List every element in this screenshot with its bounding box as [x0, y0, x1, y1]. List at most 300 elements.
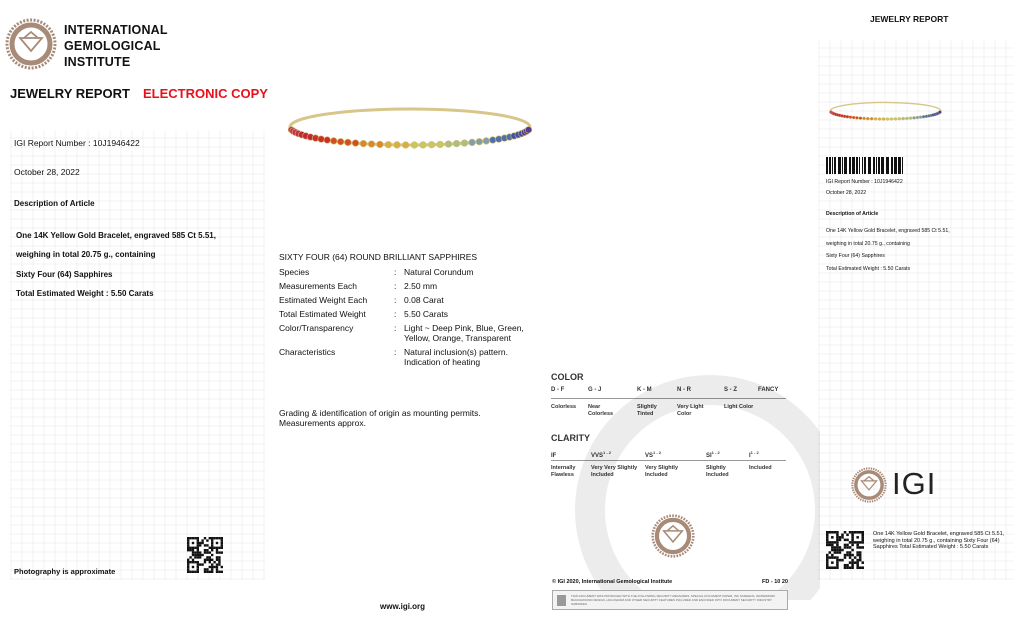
- qr-module: [851, 536, 854, 539]
- qr-module: [854, 531, 857, 534]
- qr-module: [826, 531, 829, 534]
- qr-module: [851, 544, 854, 547]
- qr-module: [218, 571, 220, 573]
- qr-module: [861, 566, 864, 569]
- detail-row: [279, 323, 539, 347]
- qr-module: [187, 561, 189, 563]
- qr-module: [839, 539, 842, 542]
- copyright: © IGI 2020, International Gemological Institute: [552, 579, 673, 585]
- sapphire-stone: [437, 141, 444, 148]
- qr-module: [197, 566, 199, 568]
- color-description: Light Color: [724, 404, 754, 410]
- sapphire-stone: [874, 117, 877, 120]
- qr-module: [216, 563, 218, 565]
- qr-module: [846, 534, 849, 537]
- qr-module: [216, 549, 218, 551]
- sapphire-stone: [469, 139, 476, 146]
- qr-module: [187, 539, 189, 541]
- qr-module: [194, 551, 196, 553]
- qr-module: [831, 541, 834, 544]
- qr-module: [849, 566, 852, 569]
- qr-module: [216, 566, 218, 568]
- qr-module: [851, 531, 854, 534]
- sapphire-stone: [483, 138, 490, 145]
- photography-note: Photography is approximate: [14, 567, 116, 576]
- qr-module: [829, 556, 832, 559]
- electronic-copy-label: ELECTRONIC COPY: [143, 86, 268, 101]
- qr-module: [211, 549, 213, 551]
- qr-module: [846, 554, 849, 557]
- qr-module: [209, 556, 211, 558]
- qr-module: [831, 531, 834, 534]
- qr-module: [844, 564, 847, 567]
- org-name-line: INTERNATIONAL: [64, 23, 168, 37]
- qr-module: [218, 563, 220, 565]
- qr-module: [836, 551, 839, 554]
- report-type: JEWELRY REPORT: [10, 86, 130, 101]
- qr-module: [213, 566, 215, 568]
- qr-module: [221, 539, 223, 541]
- qr-module: [859, 541, 862, 544]
- description-heading: Description of Article: [14, 199, 95, 208]
- qr-module: [192, 566, 194, 568]
- qr-module: [826, 534, 829, 537]
- qr-module: [851, 534, 854, 537]
- qr-module: [826, 539, 829, 542]
- detail-value: Natural Corundum: [404, 267, 474, 277]
- color-description: Very Light Color: [677, 404, 704, 417]
- qr-module: [846, 566, 849, 569]
- qr-module: [846, 544, 849, 547]
- igi-seal-small: [851, 467, 887, 503]
- qr-module: [206, 559, 208, 561]
- qr-module: [204, 551, 206, 553]
- color-grade: D - F: [551, 387, 565, 393]
- qr-module: [187, 563, 189, 565]
- qr-module: [856, 551, 859, 554]
- qr-module: [844, 554, 847, 557]
- sapphire-stone: [385, 141, 392, 148]
- qr-module: [829, 541, 832, 544]
- qr-module: [221, 551, 223, 553]
- right-description-line: Total Estimated Weight : 5.50 Carats: [826, 265, 911, 272]
- sapphire-stone: [476, 138, 483, 145]
- qr-module: [192, 571, 194, 573]
- qr-module: [209, 566, 211, 568]
- right-description-line: Sixty Four (64) Sapphires: [826, 253, 885, 259]
- qr-module: [831, 546, 834, 549]
- detail-label: Characteristics: [279, 347, 336, 357]
- qr-module: [216, 559, 218, 561]
- qr-module: [194, 554, 196, 556]
- description-line: weighing in total 20.75 g., containing: [16, 250, 156, 260]
- qr-module: [849, 531, 852, 534]
- sapphire-stone: [402, 142, 409, 149]
- barcode-bar: [832, 157, 833, 174]
- qr-module: [849, 556, 852, 559]
- report-number: IGI Report Number : 10J1946422: [14, 138, 140, 148]
- security-box: [552, 590, 788, 610]
- qr-module: [197, 549, 199, 551]
- sapphire-stone: [489, 137, 496, 144]
- qr-module: [861, 561, 864, 564]
- qr-module: [861, 534, 864, 537]
- sapphire-stone: [882, 118, 885, 121]
- qr-module: [836, 546, 839, 549]
- qr-module: [831, 556, 834, 559]
- qr-module: [856, 546, 859, 549]
- qr-module: [826, 536, 829, 539]
- qr-module: [211, 554, 213, 556]
- barcode: [826, 157, 904, 174]
- qr-module: [836, 541, 839, 544]
- qr-module: [221, 571, 223, 573]
- qr-module: [856, 561, 859, 564]
- qr-module: [221, 547, 223, 549]
- detail-value: 0.08 Carat: [404, 295, 444, 305]
- qr-module: [197, 571, 199, 573]
- clarity-description: Very Slightly Included: [645, 465, 679, 478]
- qr-module: [211, 542, 213, 544]
- qr-module: [834, 531, 837, 534]
- qr-module: [856, 554, 859, 557]
- qr-module: [206, 549, 208, 551]
- detail-colon: :: [394, 281, 397, 291]
- qr-module: [189, 537, 191, 539]
- qr-module: [206, 539, 208, 541]
- qr-module: [211, 547, 213, 549]
- qr-module: [199, 542, 201, 544]
- qr-module: [189, 549, 191, 551]
- qr-module: [859, 559, 862, 562]
- qr-module: [831, 561, 834, 564]
- qr-module: [834, 546, 837, 549]
- sapphire-stone: [905, 117, 908, 120]
- sapphire-stone: [870, 117, 873, 120]
- qr-module: [201, 539, 203, 541]
- qr-module: [197, 537, 199, 539]
- qr-module: [839, 546, 842, 549]
- barcode-bar: [844, 157, 847, 174]
- qr-module: [851, 539, 854, 542]
- qr-module: [204, 549, 206, 551]
- qr-module: [197, 554, 199, 556]
- qr-module: [192, 559, 194, 561]
- qr-module: [851, 564, 854, 567]
- grading-note: Grading & identification of origin as mounting permits. Measurements approx.: [279, 408, 481, 428]
- qr-module: [834, 549, 837, 552]
- sapphire-stone: [849, 116, 852, 119]
- watermark-seal: [560, 360, 820, 600]
- qr-module: [221, 537, 223, 539]
- right-report-date: October 28, 2022: [826, 190, 867, 196]
- qr-module: [834, 556, 837, 559]
- qr-module: [846, 546, 849, 549]
- qr-module: [211, 544, 213, 546]
- sapphire-stone: [377, 141, 384, 148]
- clarity-scale-title: CLARITY: [551, 433, 590, 443]
- detail-value: 2.50 mm: [404, 281, 438, 291]
- bracelet-thumbnail: [828, 96, 943, 126]
- qr-module: [856, 531, 859, 534]
- qr-module: [826, 564, 829, 567]
- qr-module: [854, 556, 857, 559]
- qr-module: [189, 571, 191, 573]
- sapphire-stone: [461, 140, 468, 147]
- right-description-line: One 14K Yellow Gold Bracelet, engraved 585 Ct 5.51,: [826, 228, 950, 234]
- qr-module: [206, 556, 208, 558]
- detail-row: [279, 347, 539, 371]
- qr-module: [839, 551, 842, 554]
- color-description: Near Colorless: [588, 404, 614, 417]
- barcode-bar: [859, 157, 860, 174]
- qr-module: [197, 547, 199, 549]
- qr-module: [854, 561, 857, 564]
- color-description: Slightly Tinted: [637, 404, 657, 417]
- qr-module: [856, 536, 859, 539]
- barcode-bar: [842, 157, 843, 174]
- detail-label: Measurements Each: [279, 281, 357, 291]
- barcode-bar: [891, 157, 893, 174]
- igi-seal-stamp: [651, 514, 695, 558]
- detail-row: [279, 295, 539, 309]
- sapphire-stone: [394, 142, 401, 149]
- qr-module: [831, 549, 834, 552]
- sapphire-stone: [428, 141, 435, 148]
- detail-value: Light ~ Deep Pink, Blue, Green, Yellow, Orange, Transparent: [404, 323, 524, 343]
- qr-module: [841, 559, 844, 562]
- sapphire-stone: [337, 138, 344, 145]
- barcode-bar: [902, 157, 903, 174]
- clarity-grade-label: SI: [706, 453, 712, 459]
- bracelet-photo: [285, 95, 535, 160]
- qr-module: [216, 551, 218, 553]
- barcode-bar: [834, 157, 836, 174]
- sapphire-stone: [360, 140, 367, 147]
- qr-module: [861, 546, 864, 549]
- qr-module: [849, 546, 852, 549]
- qr-module: [841, 534, 844, 537]
- qr-module: [851, 561, 854, 564]
- qr-module: [836, 561, 839, 564]
- barcode-bar: [862, 157, 863, 174]
- sapphire-stone: [843, 115, 846, 118]
- qr-module: [829, 544, 832, 547]
- qr-module: [199, 563, 201, 565]
- clarity-grade-label: VS: [645, 453, 654, 459]
- qr-module: [851, 549, 854, 552]
- qr-module: [194, 556, 196, 558]
- qr-module: [211, 568, 213, 570]
- detail-value: Natural inclusion(s) pattern. Indication of heating: [404, 347, 508, 367]
- website: www.igi.org: [380, 602, 426, 611]
- sapphire-stone: [909, 117, 912, 120]
- qr-module: [836, 536, 839, 539]
- clarity-grade-label: IF: [551, 453, 557, 459]
- qr-module: [197, 568, 199, 570]
- right-qr-code: [826, 531, 864, 569]
- barcode-bar: [894, 157, 897, 174]
- qr-module: [856, 544, 859, 547]
- barcode-bar: [864, 157, 866, 174]
- qr-module: [836, 544, 839, 547]
- qr-module: [213, 537, 215, 539]
- qr-module: [187, 542, 189, 544]
- qr-module: [839, 559, 842, 562]
- qr-module: [204, 568, 206, 570]
- sapphire-stone: [411, 142, 418, 149]
- barcode-bar: [852, 157, 855, 174]
- qr-module: [209, 571, 211, 573]
- qr-module: [204, 559, 206, 561]
- qr-module: [187, 549, 189, 551]
- qr-module: [187, 544, 189, 546]
- qr-module: [187, 547, 189, 549]
- detail-value: 5.50 Carats: [404, 309, 448, 319]
- qr-module: [834, 566, 837, 569]
- barcode-bar: [898, 157, 901, 174]
- qr-module: [826, 561, 829, 564]
- qr-module: [206, 571, 208, 573]
- qr-module: [211, 571, 213, 573]
- sapphire-stone: [445, 141, 452, 148]
- qr-module: [836, 549, 839, 552]
- barcode-bar: [876, 157, 877, 174]
- detail-colon: :: [394, 323, 397, 333]
- sapphire-stone: [855, 116, 858, 119]
- clarity-description: Included: [749, 465, 772, 471]
- qr-module: [209, 537, 211, 539]
- right-report-type: JEWELRY REPORT: [870, 14, 949, 24]
- qr-module: [218, 537, 220, 539]
- qr-module: [218, 561, 220, 563]
- qr-module: [216, 542, 218, 544]
- org-name-line: INSTITUTE: [64, 55, 131, 69]
- clarity-grade-range: 1 - 2: [653, 450, 662, 455]
- barcode-bar: [826, 157, 828, 174]
- qr-module: [199, 554, 201, 556]
- qr-module: [859, 566, 862, 569]
- qr-module: [216, 547, 218, 549]
- qr-module: [204, 561, 206, 563]
- qr-module: [189, 547, 191, 549]
- qr-module: [199, 544, 201, 546]
- qr-module: [192, 537, 194, 539]
- qr-module: [221, 566, 223, 568]
- form-code: FD - 10 20: [762, 579, 788, 585]
- details-heading: SIXTY FOUR (64) ROUND BRILLIANT SAPPHIRES: [279, 252, 478, 262]
- qr-module: [839, 549, 842, 552]
- barcode-bar: [856, 157, 858, 174]
- qr-module: [197, 551, 199, 553]
- barcode-bar: [838, 157, 841, 174]
- sapphire-stone: [846, 115, 849, 118]
- description-line: Sixty Four (64) Sapphires: [16, 269, 113, 279]
- report-date: October 28, 2022: [14, 167, 80, 177]
- description-line: One 14K Yellow Gold Bracelet, engraved 585 Ct 5.51,: [16, 231, 216, 240]
- description-line: Total Estimated Weight : 5.50 Carats: [16, 288, 154, 298]
- barcode-bar: [873, 157, 875, 174]
- qr-module: [187, 566, 189, 568]
- detail-colon: :: [394, 309, 397, 319]
- qr-module: [851, 554, 854, 557]
- qr-module: [831, 566, 834, 569]
- qr-module: [216, 568, 218, 570]
- sapphire-stone: [525, 127, 532, 134]
- qr-module: [836, 539, 839, 542]
- qr-module: [839, 536, 842, 539]
- qr-module: [197, 563, 199, 565]
- qr-module: [211, 566, 213, 568]
- barcode-bar: [878, 157, 880, 174]
- qr-module: [856, 564, 859, 567]
- qr-module: [861, 531, 864, 534]
- qr-module: [216, 537, 218, 539]
- qr-module: [841, 549, 844, 552]
- qr-module: [201, 563, 203, 565]
- qr-module: [826, 559, 829, 562]
- qr-module: [194, 537, 196, 539]
- qr-module: [826, 541, 829, 544]
- sapphire-stone: [886, 118, 889, 121]
- qr-module: [834, 551, 837, 554]
- sapphire-stone: [916, 116, 919, 119]
- color-scale-title: COLOR: [551, 372, 584, 382]
- barcode-bar: [881, 157, 884, 174]
- qr-module: [192, 542, 194, 544]
- qr-module: [859, 546, 862, 549]
- sapphire-stone: [913, 116, 916, 119]
- qr-module: [844, 566, 847, 569]
- qr-module: [192, 549, 194, 551]
- qr-module: [218, 556, 220, 558]
- qr-module: [829, 551, 832, 554]
- qr-code: [187, 537, 223, 573]
- qr-module: [211, 563, 213, 565]
- detail-label: Species: [279, 267, 310, 277]
- qr-module: [189, 556, 191, 558]
- qr-module: [846, 564, 849, 567]
- clarity-grade-label: I: [749, 453, 751, 459]
- qr-module: [187, 571, 189, 573]
- qr-module: [834, 541, 837, 544]
- qr-module: [189, 561, 191, 563]
- qr-module: [859, 556, 862, 559]
- qr-module: [204, 571, 206, 573]
- qr-module: [846, 551, 849, 554]
- qr-module: [209, 559, 211, 561]
- qr-module: [216, 556, 218, 558]
- qr-module: [851, 566, 854, 569]
- qr-module: [861, 541, 864, 544]
- qr-module: [851, 559, 854, 562]
- qr-module: [859, 551, 862, 554]
- qr-module: [197, 539, 199, 541]
- detail-label: Total Estimated Weight: [279, 309, 366, 319]
- qr-module: [826, 556, 829, 559]
- igi-logo-text: IGI: [892, 466, 937, 501]
- qr-module: [829, 566, 832, 569]
- details-table: [279, 267, 539, 371]
- qr-module: [209, 561, 211, 563]
- org-name-line: GEMOLOGICAL: [64, 39, 161, 53]
- qr-module: [206, 544, 208, 546]
- qr-module: [849, 561, 852, 564]
- qr-module: [213, 561, 215, 563]
- color-grade: FANCY: [758, 387, 779, 393]
- qr-module: [841, 536, 844, 539]
- qr-module: [194, 571, 196, 573]
